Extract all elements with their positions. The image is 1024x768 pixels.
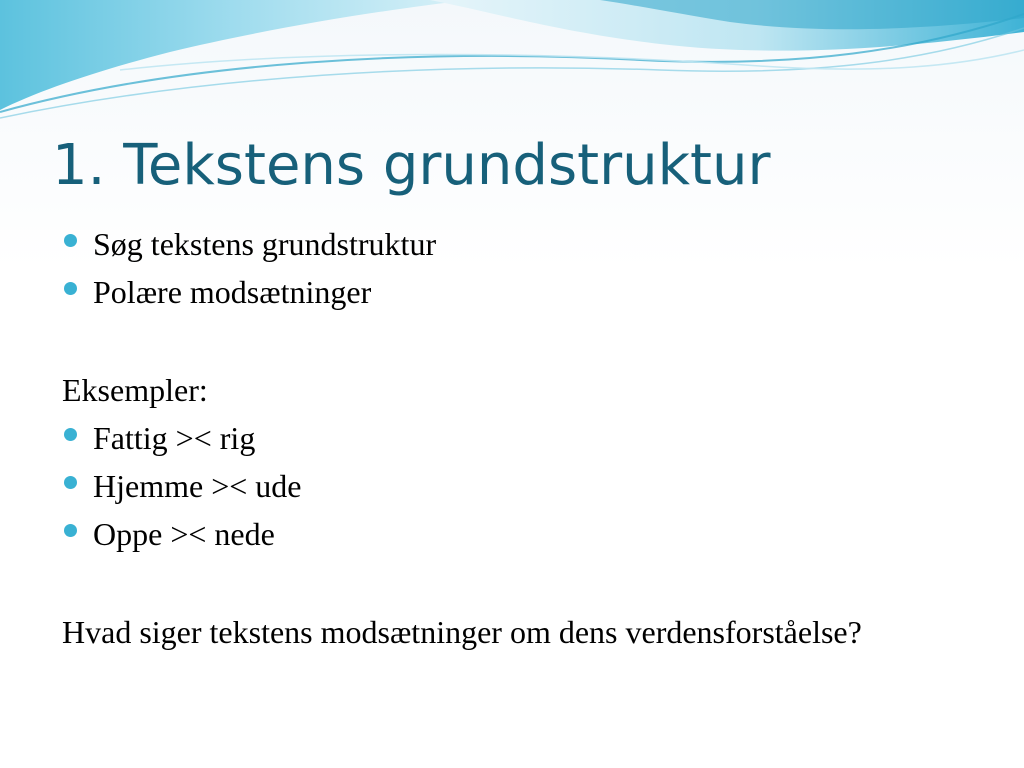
top-bullet-list: [62, 220, 982, 316]
bullet-dot-icon: [64, 524, 77, 537]
bullet-dot-icon: [64, 282, 77, 295]
list-item: [62, 414, 982, 462]
examples-heading: Eksempler:: [62, 372, 208, 408]
bullet-text: Fattig >< rig: [93, 420, 256, 456]
slide-title: 1. Tekstens grundstruktur: [52, 133, 771, 198]
bullet-text: Oppe >< nede: [93, 516, 275, 552]
spacer: [62, 316, 982, 366]
bullet-text: Hjemme >< ude: [93, 468, 302, 504]
spacer: [62, 558, 982, 608]
list-item: [62, 510, 982, 558]
list-item: [62, 220, 982, 268]
question-text: Hvad siger tekstens modsætninger om dens verdensforståelse?: [62, 614, 862, 650]
slide-body: [62, 220, 982, 652]
list-item: [62, 268, 982, 316]
bullet-text: Polære modsætninger: [93, 274, 372, 310]
bullet-dot-icon: [64, 476, 77, 489]
header-wave-decoration: [0, 0, 1024, 130]
list-item: [62, 462, 982, 510]
bullet-dot-icon: [64, 428, 77, 441]
examples-bullet-list: [62, 414, 982, 558]
bullet-text: Søg tekstens grundstruktur: [93, 226, 437, 262]
bullet-dot-icon: [64, 234, 77, 247]
